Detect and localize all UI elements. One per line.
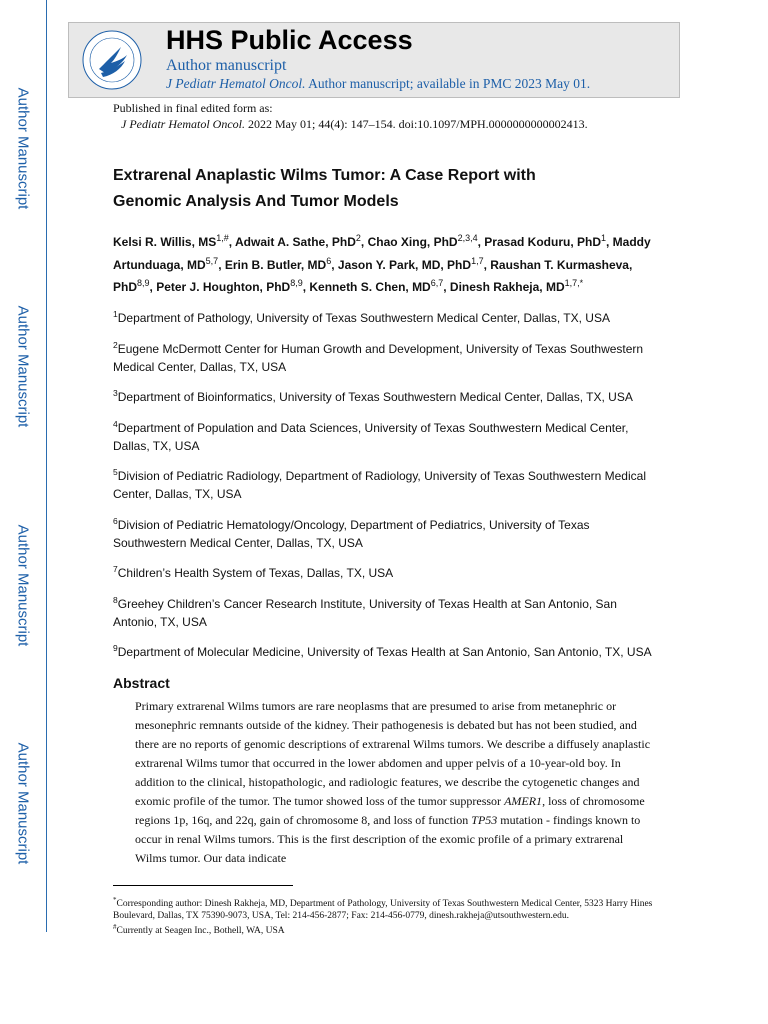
affiliations: [113, 305, 661, 670]
gene-tp53: TP53: [471, 813, 498, 827]
availability-text: Author manuscript; available in PMC 2023 May 01.: [305, 76, 591, 91]
hhs-journal-line: [166, 76, 590, 92]
affiliation-8: $^8$Greehey Children’s Cancer Research Institute, University of Texas Health at San Antonio, San Antonio, TX, USA: [113, 594, 617, 629]
left-margin-bar: Author Manuscript Author Manuscript Author Manuscript Author Manuscript: [0, 0, 47, 932]
author-5: Maddy Artunduaga, MD$^{5,7}$,: [113, 235, 651, 272]
affiliation-4: $^4$Department of Population and Data Sciences, University of Texas Southwestern Medical Center, Dallas, TX, USA: [113, 418, 629, 453]
title-line-2: Genomic Analysis And Tumor Models: [113, 193, 399, 210]
corresponding-author-note: *Corresponding author: Dinesh Rakheja, MD, Department of Pathology, University of Texas Southwestern Medical Center, 5323 Harry Hines Boulevard, Dallas, TX 75390-9073, USA, Tel: 214-456-2877; Fax: 214-456-0779, dinesh.rakheja@utsouthwestern.edu.: [113, 896, 653, 921]
citation-details: 2022 May 01; 44(4): 147–154. doi:10.1097/MPH.0000000000002413.: [244, 117, 588, 131]
title-line-1: Extrarenal Anaplastic Wilms Tumor: A Case Report with: [113, 167, 536, 184]
affiliation-2: $^2$Eugene McDermott Center for Human Growth and Development, University of Texas Southwestern Medical Center, Dallas, TX, USA: [113, 339, 644, 374]
gene-amer1: AMER1: [504, 794, 543, 808]
citation-journal: J Pediatr Hematol Oncol.: [121, 117, 245, 131]
footnotes: [113, 895, 658, 938]
author-3: Chao Xing, PhD$^{2,3,4}$,: [367, 233, 485, 249]
abstract-heading: Abstract: [113, 675, 170, 691]
author-8: Raushan T. Kurmasheva, PhD$^{8,9}$,: [113, 257, 633, 294]
author-6: Erin B. Butler, $MD^6$,: [224, 255, 338, 272]
author-7: Jason Y. Park, MD, PhD$^{1,7}$,: [337, 255, 491, 272]
article-title: [113, 163, 673, 215]
current-affiliation-note: #Currently at Seagen Inc., Bothell, WA, USA: [113, 923, 285, 937]
published-label: Published in final edited form as:: [113, 101, 273, 115]
author-1: Kelsi R. Willis, $MS^{1,\#}$,: [113, 233, 235, 249]
footnote-rule: [113, 885, 293, 886]
affiliation-3: $^3$Department of Bioinformatics, University of Texas Southwestern Medical Center, Dallas, TX, USA: [113, 388, 633, 404]
hhs-header: [68, 22, 680, 98]
hhs-subtitle: Author manuscript: [166, 57, 287, 74]
journal-name: J Pediatr Hematol Oncol.: [166, 76, 306, 91]
abstract-body: Primary extrarenal Wilms tumors are rare neoplasms that are presumed to arise from metanephric or mesonephric remnants outside of the kidney. Their pathogenesis is debated but has not been studied, and there are no reports of genomic descriptions of extrarenal Wilms tumors. We describe a diffusely anaplastic extrarenal Wilms tumor that occurred in the lower abdomen and upper pelvis of a 10-year-old boy. In addition to the clinical, histopathologic, and radiologic features, we describe the cytogenetic changes and exomic profile of the tumor. The tumor showed loss of the tumor suppressor AMER1, loss of chromosome regions 1p, 16q, and 22q, gain of chromosome 8, and loss of function TP53 mutation - findings known to occur in renal Wilms tumors. This is the first description of the exomic profile of a primary extrarenal Wilms tumor. Our data indicate: [135, 699, 651, 865]
affiliation-1: $^1$Department of Pathology, University of Texas Southwestern Medical Center, Dallas, TX, USA: [113, 309, 610, 325]
affiliation-5: $^5$Division of Pediatric Radiology, Department of Radiology, University of Texas Southwestern Medical Center, Dallas, TX, USA: [113, 467, 646, 501]
author-9: Peter J. Houghton, PhD$^{8,9}$,: [156, 278, 310, 294]
author-10: Kenneth S. Chen, MD$^{6,7}$,: [309, 278, 450, 294]
author-2: Adwait A. Sathe, PhD$^2$,: [235, 233, 368, 249]
author-11: Dinesh Rakheja, $MD^{1,7,*}$: [449, 278, 584, 294]
citation: [121, 117, 588, 132]
author-4: Prasad Koduru, PhD$^1$,: [484, 233, 613, 249]
author-list: [113, 229, 661, 297]
affiliation-6: $^6$Division of Pediatric Hematology/Oncology, Department of Pediatrics, University of Texas Southwestern Medical Center, Dallas, TX, USA: [113, 515, 590, 550]
affiliation-9: $^9$Department of Molecular Medicine, University of Texas Health at San Antonio, San Antonio, TX, USA: [113, 643, 652, 659]
affiliation-7: $^7$Children’s Health System of Texas, Dallas, TX, USA: [113, 564, 394, 580]
hhs-eagle-logo: [81, 29, 143, 91]
hhs-title: HHS Public Access: [166, 25, 413, 55]
